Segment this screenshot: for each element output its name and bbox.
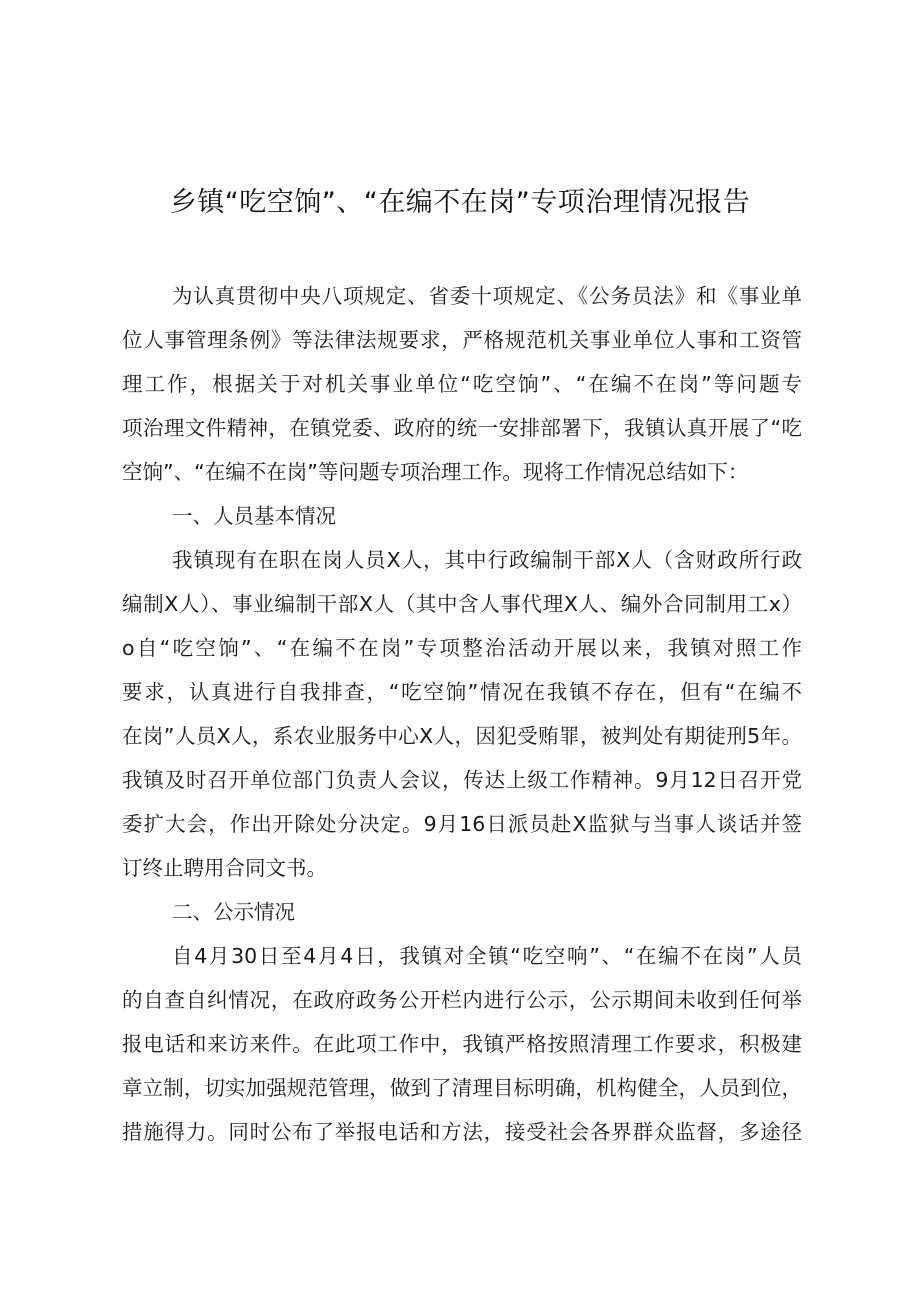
paragraph-line: 在岗”人员X人，系农业服务中心X人，因犯受贿罪，被判处有期徒刑5年。 xyxy=(122,724,802,748)
paragraph-line: o自“吃空饷”、“在编不在岗”专项整治活动开展以来，我镇对照工作 xyxy=(122,636,802,660)
paragraph-line: 订终止聘用合同文书。 xyxy=(122,856,327,880)
paragraph-line: 空饷”、“在编不在岗”等问题专项治理工作。现将工作情况总结如下： xyxy=(122,460,749,484)
document-title: 乡镇“吃空饷”、“在编不在岗”专项治理情况报告 xyxy=(169,187,751,218)
paragraph-line: 委扩大会，作出开除处分决定。9月16日派员赴X监狱与当事人谈话并签 xyxy=(122,812,802,836)
paragraph-line: 我镇及时召开单位部门负责人会议，传达上级工作精神。9月12日召开党 xyxy=(122,768,802,792)
paragraph-line: 位人事管理条例》等法律法规要求，严格规范机关事业单位人事和工资管 xyxy=(122,328,802,352)
paragraph-line: 的自查自纠情况，在政府政务公开栏内进行公示，公示期间未收到任何举 xyxy=(122,988,802,1012)
paragraph-line: 措施得力。同时公布了举报电话和方法，接受社会各界群众监督，多途径 xyxy=(122,1120,802,1144)
paragraph-line: 为认真贯彻中央八项规定、省委十项规定、《公务员法》和《事业单 xyxy=(172,284,802,308)
paragraph-line: 报电话和来访来件。在此项工作中，我镇严格按照清理工作要求，积极建 xyxy=(122,1032,802,1056)
section-heading: 一、人员基本情况 xyxy=(172,504,336,528)
paragraph-line: 我镇现有在职在岗人员X人，其中行政编制干部X人（含财政所行政 xyxy=(172,548,802,572)
paragraph-line: 自4月30日至4月4日，我镇对全镇“吃空响”、“在编不在岗”人员 xyxy=(172,944,802,968)
paragraph-line: 编制X人）、事业编制干部X人（其中含人事代理X人、编外合同制用工x） xyxy=(122,592,802,616)
paragraph-line: 章立制，切实加强规范管理，做到了清理目标明确，机构健全，人员到位， xyxy=(122,1076,802,1100)
section-heading: 二、公示情况 xyxy=(172,900,295,924)
paragraph-line: 项治理文件精神，在镇党委、政府的统一安排部署下，我镇认真开展了“吃 xyxy=(122,416,802,440)
paragraph-line: 理工作，根据关于对机关事业单位“吃空饷”、“在编不在岗”等问题专 xyxy=(122,372,802,396)
paragraph-line: 要求，认真进行自我排查，“吃空饷”情况在我镇不存在，但有“在编不 xyxy=(122,680,802,704)
document-body xyxy=(122,274,802,1154)
